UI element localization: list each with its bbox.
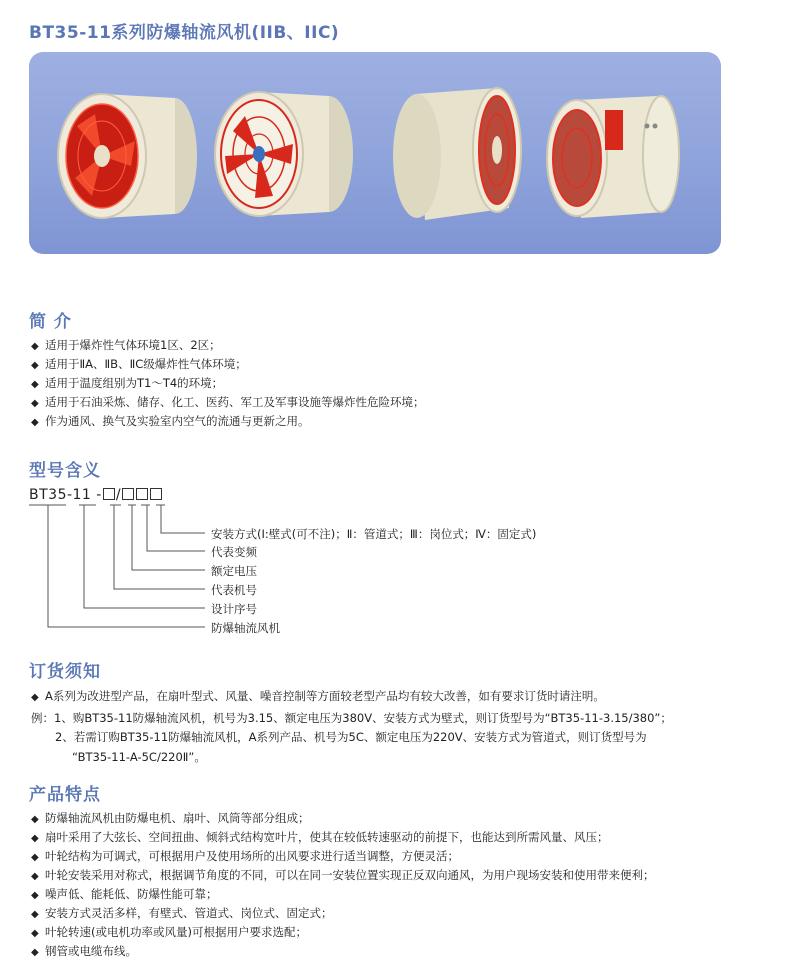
legend-install-type: 安装方式(Ⅰ:壁式(可不注)；Ⅱ：管道式；Ⅲ：岗位式；Ⅳ：固定式): [211, 527, 537, 541]
legend-machine-number: 代表机号: [211, 583, 257, 597]
bullet-diamond-icon: ◆: [31, 852, 39, 863]
bullet-diamond-icon: ◆: [31, 947, 39, 958]
bullet-diamond-icon: ◆: [31, 379, 39, 390]
ordering-example-1: 例：1、购BT35-11防爆轴流风机，机号为3.15、额定电压为380V、安装方式为壁式，则订货型号为“BT35-11-3.15/380”；: [31, 711, 672, 725]
ordering-example-2: 2、若需订购BT35-11防爆轴流风机，A系列产品、机号为5C、额定电压为220V、安装方式为管道式，则订货型号为: [55, 730, 647, 744]
list-item: ◆ 适用于温度组别为T1～T4的环境；: [31, 374, 425, 393]
legend-variable-frequency: 代表变频: [211, 545, 257, 559]
legend-rated-voltage: 额定电压: [211, 564, 257, 578]
features-list: [31, 809, 655, 961]
list-item: ◆ 适用于爆炸性气体环境1区、2区；: [31, 336, 425, 355]
legend-explosion-proof-fan: 防爆轴流风机: [211, 621, 280, 635]
page-title: BT35-11系列防爆轴流风机(IIB、IIC): [29, 23, 340, 43]
list-item: ◆ 噪声低、能耗低、防爆性能可靠；: [31, 885, 655, 904]
list-item: ◆ 作为通风、换气及实验室内空气的流通与更新之用。: [31, 412, 425, 431]
list-item: ◆ 叶轮安装采用对称式，根据调节角度的不同，可以在同一安装位置实现正反双向通风，为用户现场安装和使用带来便利；: [31, 866, 655, 885]
list-item: ◆ 安装方式灵活多样，有壁式、管道式、岗位式、固定式；: [31, 904, 655, 923]
list-item: ◆ 适用于ⅡA、ⅡB、ⅡC级爆炸性气体环境；: [31, 355, 425, 374]
bullet-diamond-icon: ◆: [31, 928, 39, 939]
model-code: BT35-11 - /: [29, 487, 163, 503]
bullet-diamond-icon: ◆: [31, 417, 39, 428]
bullet-diamond-icon: ◆: [31, 833, 39, 844]
bullet-diamond-icon: ◆: [31, 360, 39, 371]
list-item: ◆ 防爆轴流风机由防爆电机、扇叶、风筒等部分组成；: [31, 809, 655, 828]
features-heading: 产品特点: [29, 785, 101, 805]
list-item: ◆ 适用于石油采炼、储存、化工、医药、军工及军事设施等爆炸性危险环境；: [31, 393, 425, 412]
bullet-diamond-icon: ◆: [31, 814, 39, 825]
legend-design-serial: 设计序号: [211, 602, 257, 616]
list-item: ◆ 叶轮转速(或电机功率或风量)可根据用户要求选配；: [31, 923, 655, 942]
list-item: ◆ 扇叶采用了大弦长、空间扭曲、倾斜式结构宽叶片，使其在较低转速驱动的前提下，也能达到所需风量、风压；: [31, 828, 655, 847]
list-item: ◆ 叶轮结构为可调式，可根据用户及使用场所的出风要求进行适当调整，方便灵活；: [31, 847, 655, 866]
bullet-diamond-icon: ◆: [31, 890, 39, 901]
model-heading: 型号含义: [29, 461, 101, 481]
bullet-diamond-icon: ◆: [31, 692, 39, 703]
ordering-example-2-model: “BT35-11-A-5C/220Ⅱ”。: [72, 750, 206, 764]
bullet-diamond-icon: ◆: [31, 871, 39, 882]
ordering-note: ◆ A系列为改进型产品，在扇叶型式、风量、噪音控制等方面较老型产品均有较大改善，如有要求订货时请注明。: [31, 689, 605, 703]
list-item: ◆ 钢管或电缆布线。: [31, 942, 655, 961]
ordering-heading: 订货须知: [29, 662, 101, 682]
bullet-diamond-icon: ◆: [31, 398, 39, 409]
bullet-diamond-icon: ◆: [31, 909, 39, 920]
intro-heading: 简 介: [29, 312, 72, 332]
bullet-diamond-icon: ◆: [31, 341, 39, 352]
